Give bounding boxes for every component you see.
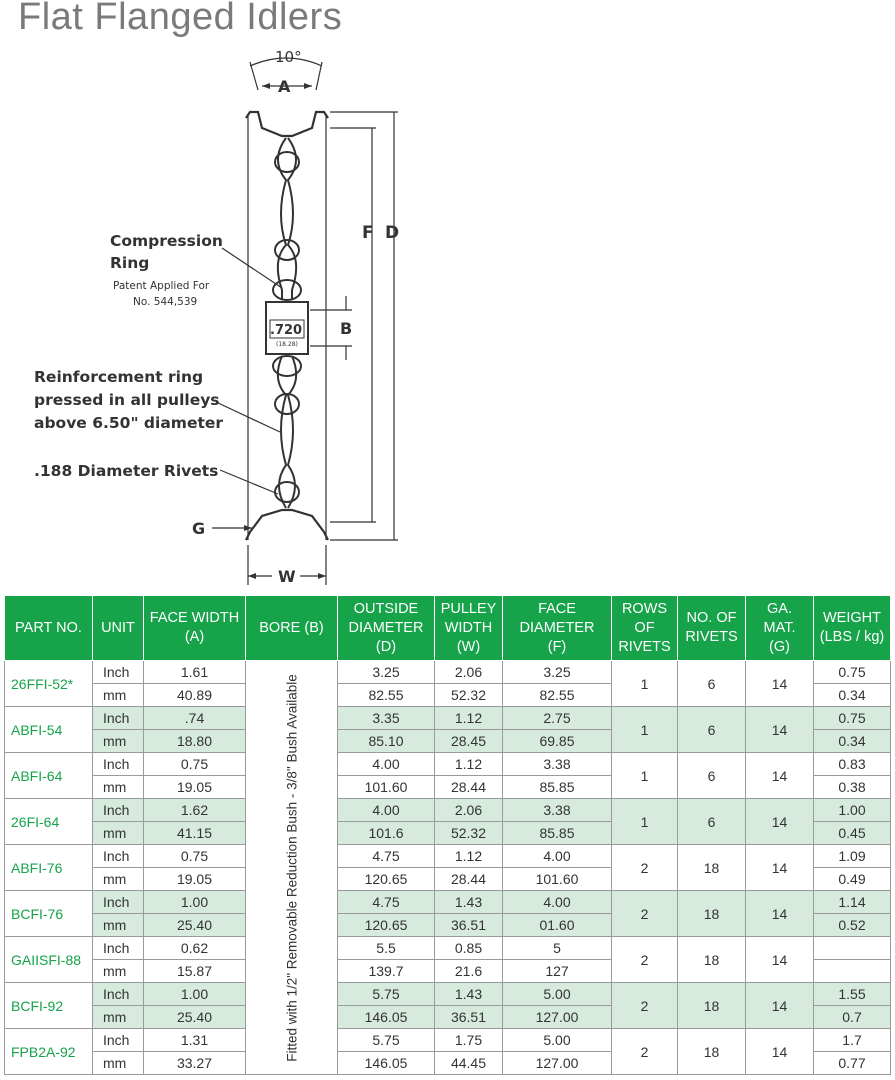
table-row (5, 707, 891, 730)
knob (273, 356, 301, 376)
header-outside-diameter: OUTSIDE DIAMETER (D) (338, 596, 435, 661)
face-diameter-cell: 4.00 (503, 891, 612, 914)
pulley-width-cell: 0.85 (435, 937, 503, 960)
unit-cell: Inch (93, 891, 144, 914)
pulley-width-cell: 36.51 (435, 914, 503, 937)
unit-cell: mm (93, 1052, 144, 1075)
part-number: 26FFI-52* (5, 661, 93, 707)
arrow-w-right (318, 573, 326, 579)
ga-mat-cell: 14 (746, 707, 814, 753)
unit-cell: Inch (93, 753, 144, 776)
outside-diameter-cell: 3.25 (338, 661, 435, 684)
face-width-cell: 25.40 (144, 1006, 246, 1029)
knob (275, 240, 299, 260)
rows-of-rivets-cell: 1 (612, 799, 678, 845)
outside-diameter-cell: 101.60 (338, 776, 435, 799)
unit-cell: Inch (93, 799, 144, 822)
unit-cell: mm (93, 868, 144, 891)
face-diameter-cell: 85.85 (503, 776, 612, 799)
ga-mat-cell: 14 (746, 845, 814, 891)
dim-w-label: W (278, 567, 296, 586)
dim-a-label: A (278, 77, 291, 96)
reinforce-label-2: pressed in all pulleys (34, 391, 220, 409)
no-of-rivets-cell: 6 (678, 661, 746, 707)
weight-cell: 0.52 (814, 914, 891, 937)
knob (273, 280, 301, 300)
bore-value: .720 (270, 323, 303, 338)
weight-cell: 0.75 (814, 661, 891, 684)
weight-cell: 0.34 (814, 730, 891, 753)
outside-diameter-cell: 3.35 (338, 707, 435, 730)
face-width-cell: 1.00 (144, 983, 246, 1006)
dim-f-label: F (362, 223, 374, 243)
compression-label-1: Compression (110, 232, 223, 250)
unit-cell: mm (93, 960, 144, 983)
ga-mat-cell: 14 (746, 983, 814, 1029)
pulley-width-cell: 52.32 (435, 822, 503, 845)
unit-cell: Inch (93, 983, 144, 1006)
face-diameter-cell: 85.85 (503, 822, 612, 845)
outside-diameter-cell: 101.6 (338, 822, 435, 845)
pulley-width-cell: 28.44 (435, 868, 503, 891)
pulley-width-cell: 44.45 (435, 1052, 503, 1075)
header-face-width: FACE WIDTH (A) (144, 596, 246, 661)
page-title: Flat Flanged Idlers (18, 0, 343, 38)
face-diameter-cell: 127.00 (503, 1006, 612, 1029)
outside-diameter-cell: 4.75 (338, 845, 435, 868)
leader-compression (222, 248, 282, 288)
arrow-a-left (262, 83, 270, 89)
unit-cell: Inch (93, 845, 144, 868)
table-row (5, 845, 891, 868)
dim-g-label: G (192, 519, 206, 538)
header-face-diameter: FACE DIAMETER (F) (503, 596, 612, 661)
rows-of-rivets-cell: 2 (612, 845, 678, 891)
face-diameter-cell: 2.75 (503, 707, 612, 730)
weight-cell: 1.7 (814, 1029, 891, 1052)
face-diameter-cell: 5.00 (503, 1029, 612, 1052)
face-diameter-cell: 127 (503, 960, 612, 983)
face-width-cell: 1.61 (144, 661, 246, 684)
table-row (5, 983, 891, 1006)
bore-note: Fitted with 1/2" Removable Reduction Bush - 3/8" Bush Available (284, 673, 299, 1062)
pulley-width-cell: 21.6 (435, 960, 503, 983)
face-width-cell: 1.31 (144, 1029, 246, 1052)
angle-label: 10° (275, 48, 302, 66)
table-row (5, 937, 891, 960)
pulley-width-cell: 1.43 (435, 891, 503, 914)
weight-cell: 0.45 (814, 822, 891, 845)
unit-cell: mm (93, 730, 144, 753)
patent-label-2: No. 544,539 (133, 296, 198, 308)
ga-mat-cell: 14 (746, 937, 814, 983)
face-width-cell: 33.27 (144, 1052, 246, 1075)
weight-cell: 0.75 (814, 707, 891, 730)
rows-of-rivets-cell: 1 (612, 753, 678, 799)
part-number: BCFI-92 (5, 983, 93, 1029)
no-of-rivets-cell: 6 (678, 799, 746, 845)
face-width-cell: 19.05 (144, 776, 246, 799)
weight-cell: 1.55 (814, 983, 891, 1006)
face-diameter-cell: 4.00 (503, 845, 612, 868)
face-diameter-cell: 101.60 (503, 868, 612, 891)
idler-spec-table (4, 595, 891, 1075)
part-number: ABFI-76 (5, 845, 93, 891)
rows-of-rivets-cell: 1 (612, 707, 678, 753)
idler-diagram (0, 40, 440, 588)
face-diameter-cell: 82.55 (503, 684, 612, 707)
pulley-width-cell: 1.12 (435, 753, 503, 776)
outside-diameter-cell: 4.00 (338, 799, 435, 822)
table-row (5, 891, 891, 914)
header-part-no: PART NO. (5, 596, 93, 661)
outside-diameter-cell: 5.5 (338, 937, 435, 960)
ga-mat-cell: 14 (746, 753, 814, 799)
face-diameter-cell: 3.38 (503, 753, 612, 776)
outside-diameter-cell: 146.05 (338, 1006, 435, 1029)
reinforce-label-3: above 6.50" diameter (34, 414, 224, 432)
header-rows-of-rivets: ROWS OF RIVETS (612, 596, 678, 661)
pulley-width-cell: 2.06 (435, 799, 503, 822)
face-width-cell: 0.75 (144, 753, 246, 776)
part-number: 26FI-64 (5, 799, 93, 845)
face-diameter-cell: 3.25 (503, 661, 612, 684)
unit-cell: Inch (93, 707, 144, 730)
unit-cell: mm (93, 822, 144, 845)
face-width-cell: 25.40 (144, 914, 246, 937)
top-flange (246, 112, 328, 136)
pulley-width-cell: 1.12 (435, 845, 503, 868)
rows-of-rivets-cell: 1 (612, 661, 678, 707)
face-width-cell: 19.05 (144, 868, 246, 891)
rows-of-rivets-cell: 2 (612, 937, 678, 983)
ga-mat-cell: 14 (746, 799, 814, 845)
header-pulley-width: PULLEY WIDTH (W) (435, 596, 503, 661)
no-of-rivets-cell: 18 (678, 937, 746, 983)
bore-metric: (18.28) (276, 341, 298, 348)
weight-cell: 1.14 (814, 891, 891, 914)
pulley-width-cell: 2.06 (435, 661, 503, 684)
outside-diameter-cell: 146.05 (338, 1052, 435, 1075)
unit-cell: mm (93, 684, 144, 707)
outside-diameter-cell: 4.75 (338, 891, 435, 914)
outside-diameter-cell: 5.75 (338, 983, 435, 1006)
outside-diameter-cell: 139.7 (338, 960, 435, 983)
face-width-cell: 0.75 (144, 845, 246, 868)
table-row (5, 1029, 891, 1052)
rows-of-rivets-cell: 2 (612, 1029, 678, 1075)
header-unit: UNIT (93, 596, 144, 661)
bottom-flange (246, 510, 328, 540)
ga-mat-cell: 14 (746, 1029, 814, 1075)
face-width-cell: .74 (144, 707, 246, 730)
face-width-cell: 41.15 (144, 822, 246, 845)
part-number: ABFI-54 (5, 707, 93, 753)
ga-mat-cell: 14 (746, 661, 814, 707)
weight-cell: 0.49 (814, 868, 891, 891)
weight-cell: 0.83 (814, 753, 891, 776)
weight-cell (814, 960, 891, 983)
outside-diameter-cell: 120.65 (338, 868, 435, 891)
weight-cell: 0.34 (814, 684, 891, 707)
header-no-of-rivets: NO. OF RIVETS (678, 596, 746, 661)
angle-line-left (250, 62, 258, 90)
header-bore: BORE (B) (246, 596, 338, 661)
pulley-width-cell: 36.51 (435, 1006, 503, 1029)
part-number: BCFI-76 (5, 891, 93, 937)
no-of-rivets-cell: 18 (678, 1029, 746, 1075)
patent-label-1: Patent Applied For (113, 280, 210, 292)
part-number: GAIISFI-88 (5, 937, 93, 983)
unit-cell: mm (93, 776, 144, 799)
unit-cell: mm (93, 1006, 144, 1029)
unit-cell: Inch (93, 661, 144, 684)
unit-cell: Inch (93, 937, 144, 960)
weight-cell: 0.7 (814, 1006, 891, 1029)
pulley-width-cell: 28.44 (435, 776, 503, 799)
header-weight: WEIGHT (LBS / kg) (814, 596, 891, 661)
table-body (5, 661, 891, 1075)
face-width-cell: 18.80 (144, 730, 246, 753)
dim-d-label: D (385, 223, 400, 243)
table-row (5, 753, 891, 776)
weight-cell: 0.77 (814, 1052, 891, 1075)
bore-note-cell (246, 661, 338, 1075)
ga-mat-cell: 14 (746, 891, 814, 937)
part-number: FPB2A-92 (5, 1029, 93, 1075)
face-diameter-cell: 69.85 (503, 730, 612, 753)
outside-diameter-cell: 120.65 (338, 914, 435, 937)
no-of-rivets-cell: 18 (678, 891, 746, 937)
rows-of-rivets-cell: 2 (612, 891, 678, 937)
dim-b-label: B (340, 319, 353, 338)
unit-cell: mm (93, 914, 144, 937)
rivets-label: .188 Diameter Rivets (34, 462, 219, 480)
header-ga-mat: GA. MAT. (G) (746, 596, 814, 661)
pulley-width-cell: 1.75 (435, 1029, 503, 1052)
no-of-rivets-cell: 6 (678, 753, 746, 799)
knob (275, 394, 299, 414)
pulley-width-cell: 52.32 (435, 684, 503, 707)
part-number: ABFI-64 (5, 753, 93, 799)
pulley-width-cell: 1.43 (435, 983, 503, 1006)
face-diameter-cell: 5 (503, 937, 612, 960)
face-width-cell: 15.87 (144, 960, 246, 983)
arrow-w-left (248, 573, 256, 579)
weight-cell: 1.09 (814, 845, 891, 868)
table-row (5, 799, 891, 822)
table-header-row (5, 596, 891, 661)
leader-rivets (220, 470, 278, 494)
pulley-width-cell: 1.12 (435, 707, 503, 730)
rows-of-rivets-cell: 2 (612, 983, 678, 1029)
face-diameter-cell: 01.60 (503, 914, 612, 937)
face-diameter-cell: 5.00 (503, 983, 612, 1006)
face-width-cell: 1.62 (144, 799, 246, 822)
face-width-cell: 0.62 (144, 937, 246, 960)
outside-diameter-cell: 5.75 (338, 1029, 435, 1052)
no-of-rivets-cell: 6 (678, 707, 746, 753)
unit-cell: Inch (93, 1029, 144, 1052)
weight-cell: 0.38 (814, 776, 891, 799)
outside-diameter-cell: 4.00 (338, 753, 435, 776)
no-of-rivets-cell: 18 (678, 845, 746, 891)
weight-cell: 1.00 (814, 799, 891, 822)
face-width-cell: 40.89 (144, 684, 246, 707)
table-row (5, 661, 891, 684)
face-diameter-cell: 3.38 (503, 799, 612, 822)
weight-cell (814, 937, 891, 960)
face-diameter-cell: 127.00 (503, 1052, 612, 1075)
no-of-rivets-cell: 18 (678, 983, 746, 1029)
outside-diameter-cell: 85.10 (338, 730, 435, 753)
pulley-width-cell: 28.45 (435, 730, 503, 753)
compression-label-2: Ring (110, 254, 150, 272)
arrow-a-right (304, 83, 312, 89)
reinforce-label-1: Reinforcement ring (34, 368, 204, 386)
outside-diameter-cell: 82.55 (338, 684, 435, 707)
face-width-cell: 1.00 (144, 891, 246, 914)
